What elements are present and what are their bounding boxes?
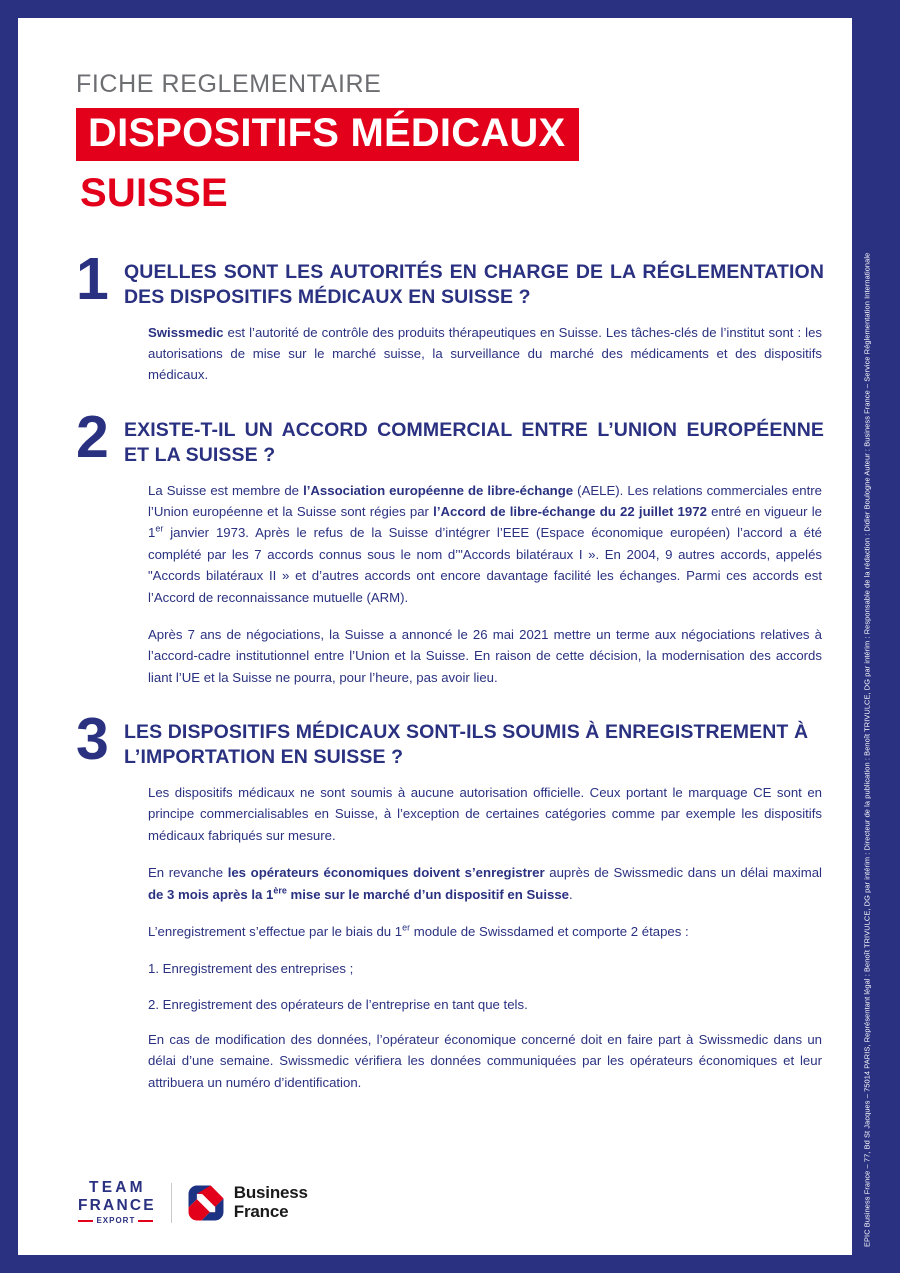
paragraph: L’enregistrement s’effectue par le biais du 1er module de Swissdamed et comporte 2 étapes :	[148, 922, 689, 939]
section-3	[76, 706, 824, 1093]
team-france-line2: FRANCE	[78, 1196, 156, 1214]
business-france-line1: Business	[233, 1183, 308, 1203]
team-france-line3	[78, 1217, 153, 1225]
document-sheet	[18, 18, 882, 1255]
section-heading	[76, 706, 824, 773]
dash-right-icon	[138, 1220, 153, 1222]
document-subtitle: SUISSE	[80, 170, 228, 215]
credit-strip-text: EPIC Business France – 77, Bd St Jacques – 75014 PARIS, Représentant légal : Benoît TRIVULCE, DG par intérim : Directeur de la publication : Benoît TRIVULCE, DG par intérim : Responsable de la rédaction : Didier Boulogne Auteur : Business France – Service Réglementation Internationale	[862, 252, 872, 1247]
section-body	[76, 322, 824, 386]
team-france-export-label: EXPORT	[96, 1216, 136, 1225]
logo-divider	[171, 1183, 172, 1223]
section-heading	[76, 403, 824, 470]
dash-left-icon	[78, 1220, 93, 1222]
paragraph: Les dispositifs médicaux ne sont soumis à aucune autorisation officielle. Ceux portant le marquage CE sont en principe commercialisables en Suisse, à l’exception de certaines catégories comme par exemple les dispositifs médicaux fabriqués sur mesure.	[148, 785, 822, 843]
paragraph: En cas de modification des données, l’opérateur économique concerné doit en faire part à Swissmedic dans un délai d’une semaine. Swissmedic vérifiera les données communiquées par les opérateurs économiques et leur attribuera un numéro d’identification.	[148, 1032, 822, 1090]
credit-strip	[852, 18, 882, 1255]
section-1	[76, 245, 824, 386]
section-body	[76, 480, 824, 688]
document-title: DISPOSITIFS MÉDICAUX	[76, 108, 579, 161]
paragraph: La Suisse est membre de l’Association européenne de libre-échange (AELE). Les relations commerciales entre l’Union européenne et la Suisse sont régies par l’Accord de libre-échange du 22 juillet 1972 entré en vigueur le 1er janvier 1973. Après le refus de la Suisse d’intégrer l’EEE (Espace économique européen) l’accord a été complété par les 7 accords connus sous le nom d’"Accords bilatéraux I ». En 2004, 9 autres accords, appelés "Accords bilatéraux II » et d’autres accords ont encore davantage facilité les échanges. Parmi ces accords est l’Accord de reconnaissance mutuelle (ARM).	[148, 482, 822, 605]
section-number: 1	[76, 245, 109, 312]
section-title: LES DISPOSITIFS MÉDICAUX SONT-ILS SOUMIS À ENREGISTREMENT À L’IMPORTATION EN SUISSE ?	[124, 721, 809, 769]
section-2	[76, 403, 824, 688]
section-number: 3	[76, 706, 109, 773]
paragraph: En revanche les opérateurs économiques doivent s’enregistrer auprès de Swissmedic dans un délai maximal de 3 mois après la 1ère mise sur le marché d’un dispositif en Suisse.	[148, 865, 822, 902]
paragraph: 1. Enregistrement des entreprises ;	[148, 961, 354, 977]
section-title: EXISTE-T-IL UN ACCORD COMMERCIAL ENTRE L’UNION EUROPÉENNE ET LA SUISSE ?	[124, 418, 824, 466]
section-heading	[76, 245, 824, 312]
team-france-line1: TEAM	[89, 1179, 146, 1196]
sections-container	[76, 245, 824, 1093]
section-number: 2	[76, 403, 109, 470]
business-france-line2: France	[233, 1201, 289, 1221]
business-france-wordmark	[234, 1184, 308, 1220]
business-france-arrow-icon	[187, 1184, 225, 1222]
section-body	[76, 782, 824, 1093]
document-kicker: FICHE REGLEMENTAIRE	[76, 70, 382, 98]
paragraph: Après 7 ans de négociations, la Suisse a annoncé le 26 mai 2021 mettre un terme aux négociations relatives à l’accord-cadre institutionnel entre l’Union et la Suisse. En raison de cette décision, la modernisation des accords liant l’UE et la Suisse ne pourra, pour l’heure, pas avoir lieu.	[148, 626, 822, 685]
business-france-logo	[187, 1184, 308, 1222]
footer-logos	[76, 1180, 308, 1225]
paragraph: 2. Enregistrement des opérateurs de l’entreprise en tant que tels.	[148, 996, 528, 1012]
team-france-export-logo	[76, 1180, 156, 1225]
section-title: QUELLES SONT LES AUTORITÉS EN CHARGE DE LA RÉGLEMENTATION DES DISPOSITIFS MÉDICAUX EN SUISSE ?	[124, 260, 824, 308]
document-header	[76, 70, 824, 214]
paragraph: Swissmedic est l’autorité de contrôle des produits thérapeutiques en Suisse. Les tâches-clés de l’institut sont : les autorisations de mise sur le marché suisse, la surveillance du marché des médicaments et des dispositifs médicaux.	[148, 324, 822, 383]
